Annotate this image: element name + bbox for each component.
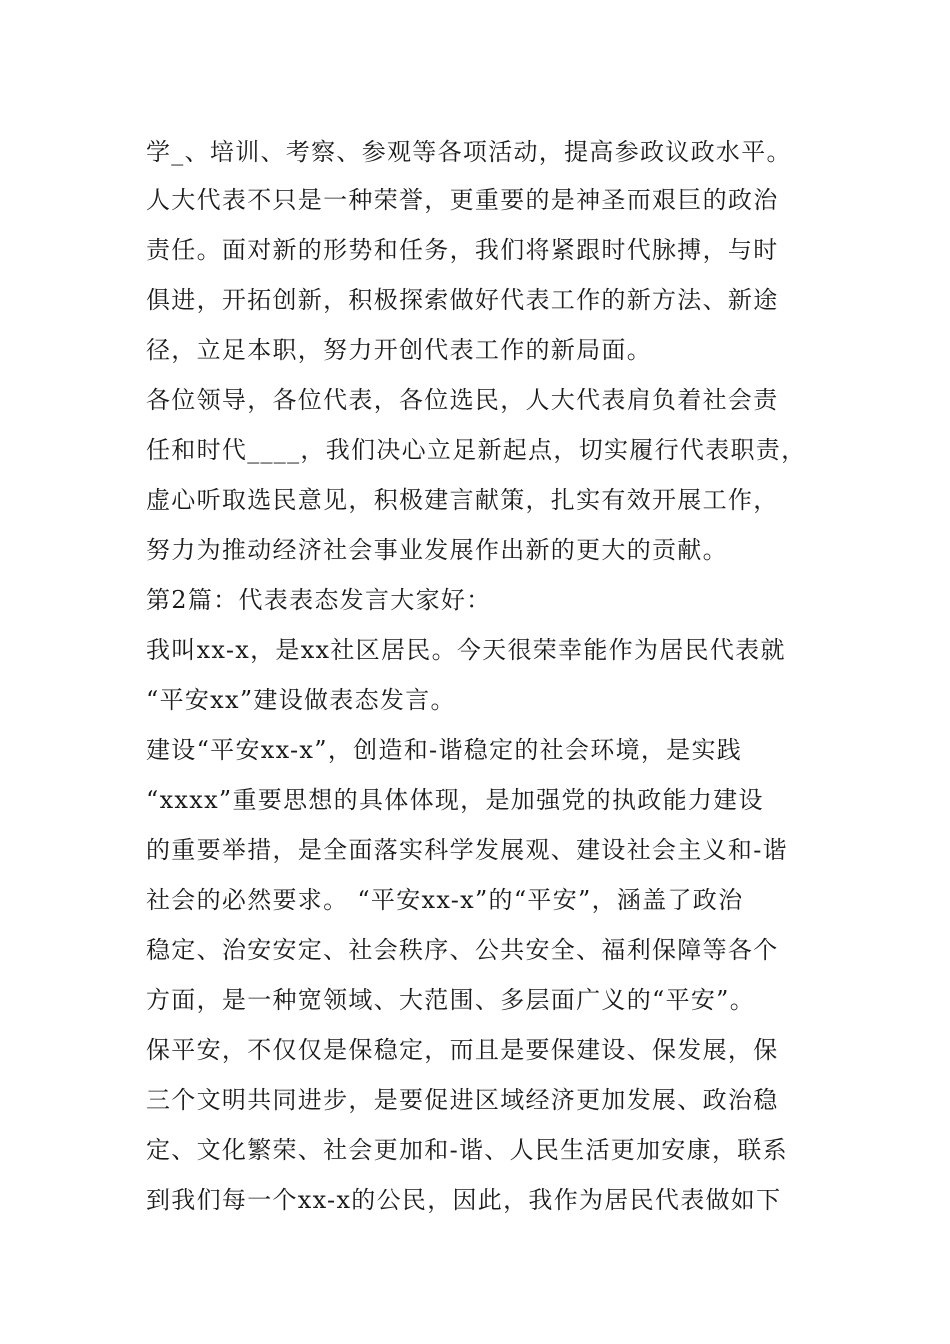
text-line: 虚心听取选民意见，积极建言献策，扎实有效开展工作， xyxy=(146,486,779,514)
section-heading: 第2篇：代表表态发言大家好： xyxy=(146,586,492,614)
text-line: 任和时代____，我们决心立足新起点，切实履行代表职责， xyxy=(146,436,807,464)
text-line: 稳定、治安安定、社会秩序、公共安全、福利保障等各个 xyxy=(146,936,779,964)
text-line: “平安xx”建设做表态发言。 xyxy=(146,686,456,714)
text-line: 的重要举措，是全面落实科学发展观、建设社会主义和-谐 xyxy=(146,836,788,864)
text-line: 径，立足本职，努力开创代表工作的新局面。 xyxy=(146,336,652,364)
text-line: 保平安，不仅仅是保稳定，而且是要保建设、保发展，保 xyxy=(146,1036,779,1064)
text-line: “xxxx”重要思想的具体体现，是加强党的执政能力建设 xyxy=(146,786,764,814)
text-line: 社会的必然要求。 “平安xx-x”的“平安”，涵盖了政治 xyxy=(146,886,744,914)
text-line: 我叫xx-x，是xx社区居民。今天很荣幸能作为居民代表就 xyxy=(146,636,786,664)
text-line: 俱进，开拓创新，积极探索做好代表工作的新方法、新途 xyxy=(146,286,779,314)
text-line: 人大代表不只是一种荣誉，更重要的是神圣而艰巨的政治 xyxy=(146,186,779,214)
text-line: 责任。面对新的形势和任务，我们将紧跟时代脉搏，与时 xyxy=(146,236,779,264)
text-line: 三个文明共同进步，是要促进区域经济更加发展、政治稳 xyxy=(146,1086,779,1114)
text-line: 各位领导，各位代表，各位选民，人大代表肩负着社会责 xyxy=(146,386,779,414)
text-line: 学_、培训、考察、参观等各项活动，提高参政议政水平。 xyxy=(146,138,792,166)
text-line: 建设“平安xx-x”，创造和-谐稳定的社会环境，是实践 xyxy=(146,736,743,764)
text-line: 到我们每一个xx-x的公民，因此，我作为居民代表做如下 xyxy=(146,1186,782,1214)
text-line: 努力为推动经济社会事业发展作出新的更大的贡献。 xyxy=(146,536,728,564)
text-line: 方面，是一种宽领域、大范围、多层面广义的“平安”。 xyxy=(146,986,756,1014)
text-line: 定、文化繁荣、社会更加和-谐、人民生活更加安康，联系 xyxy=(146,1136,788,1164)
